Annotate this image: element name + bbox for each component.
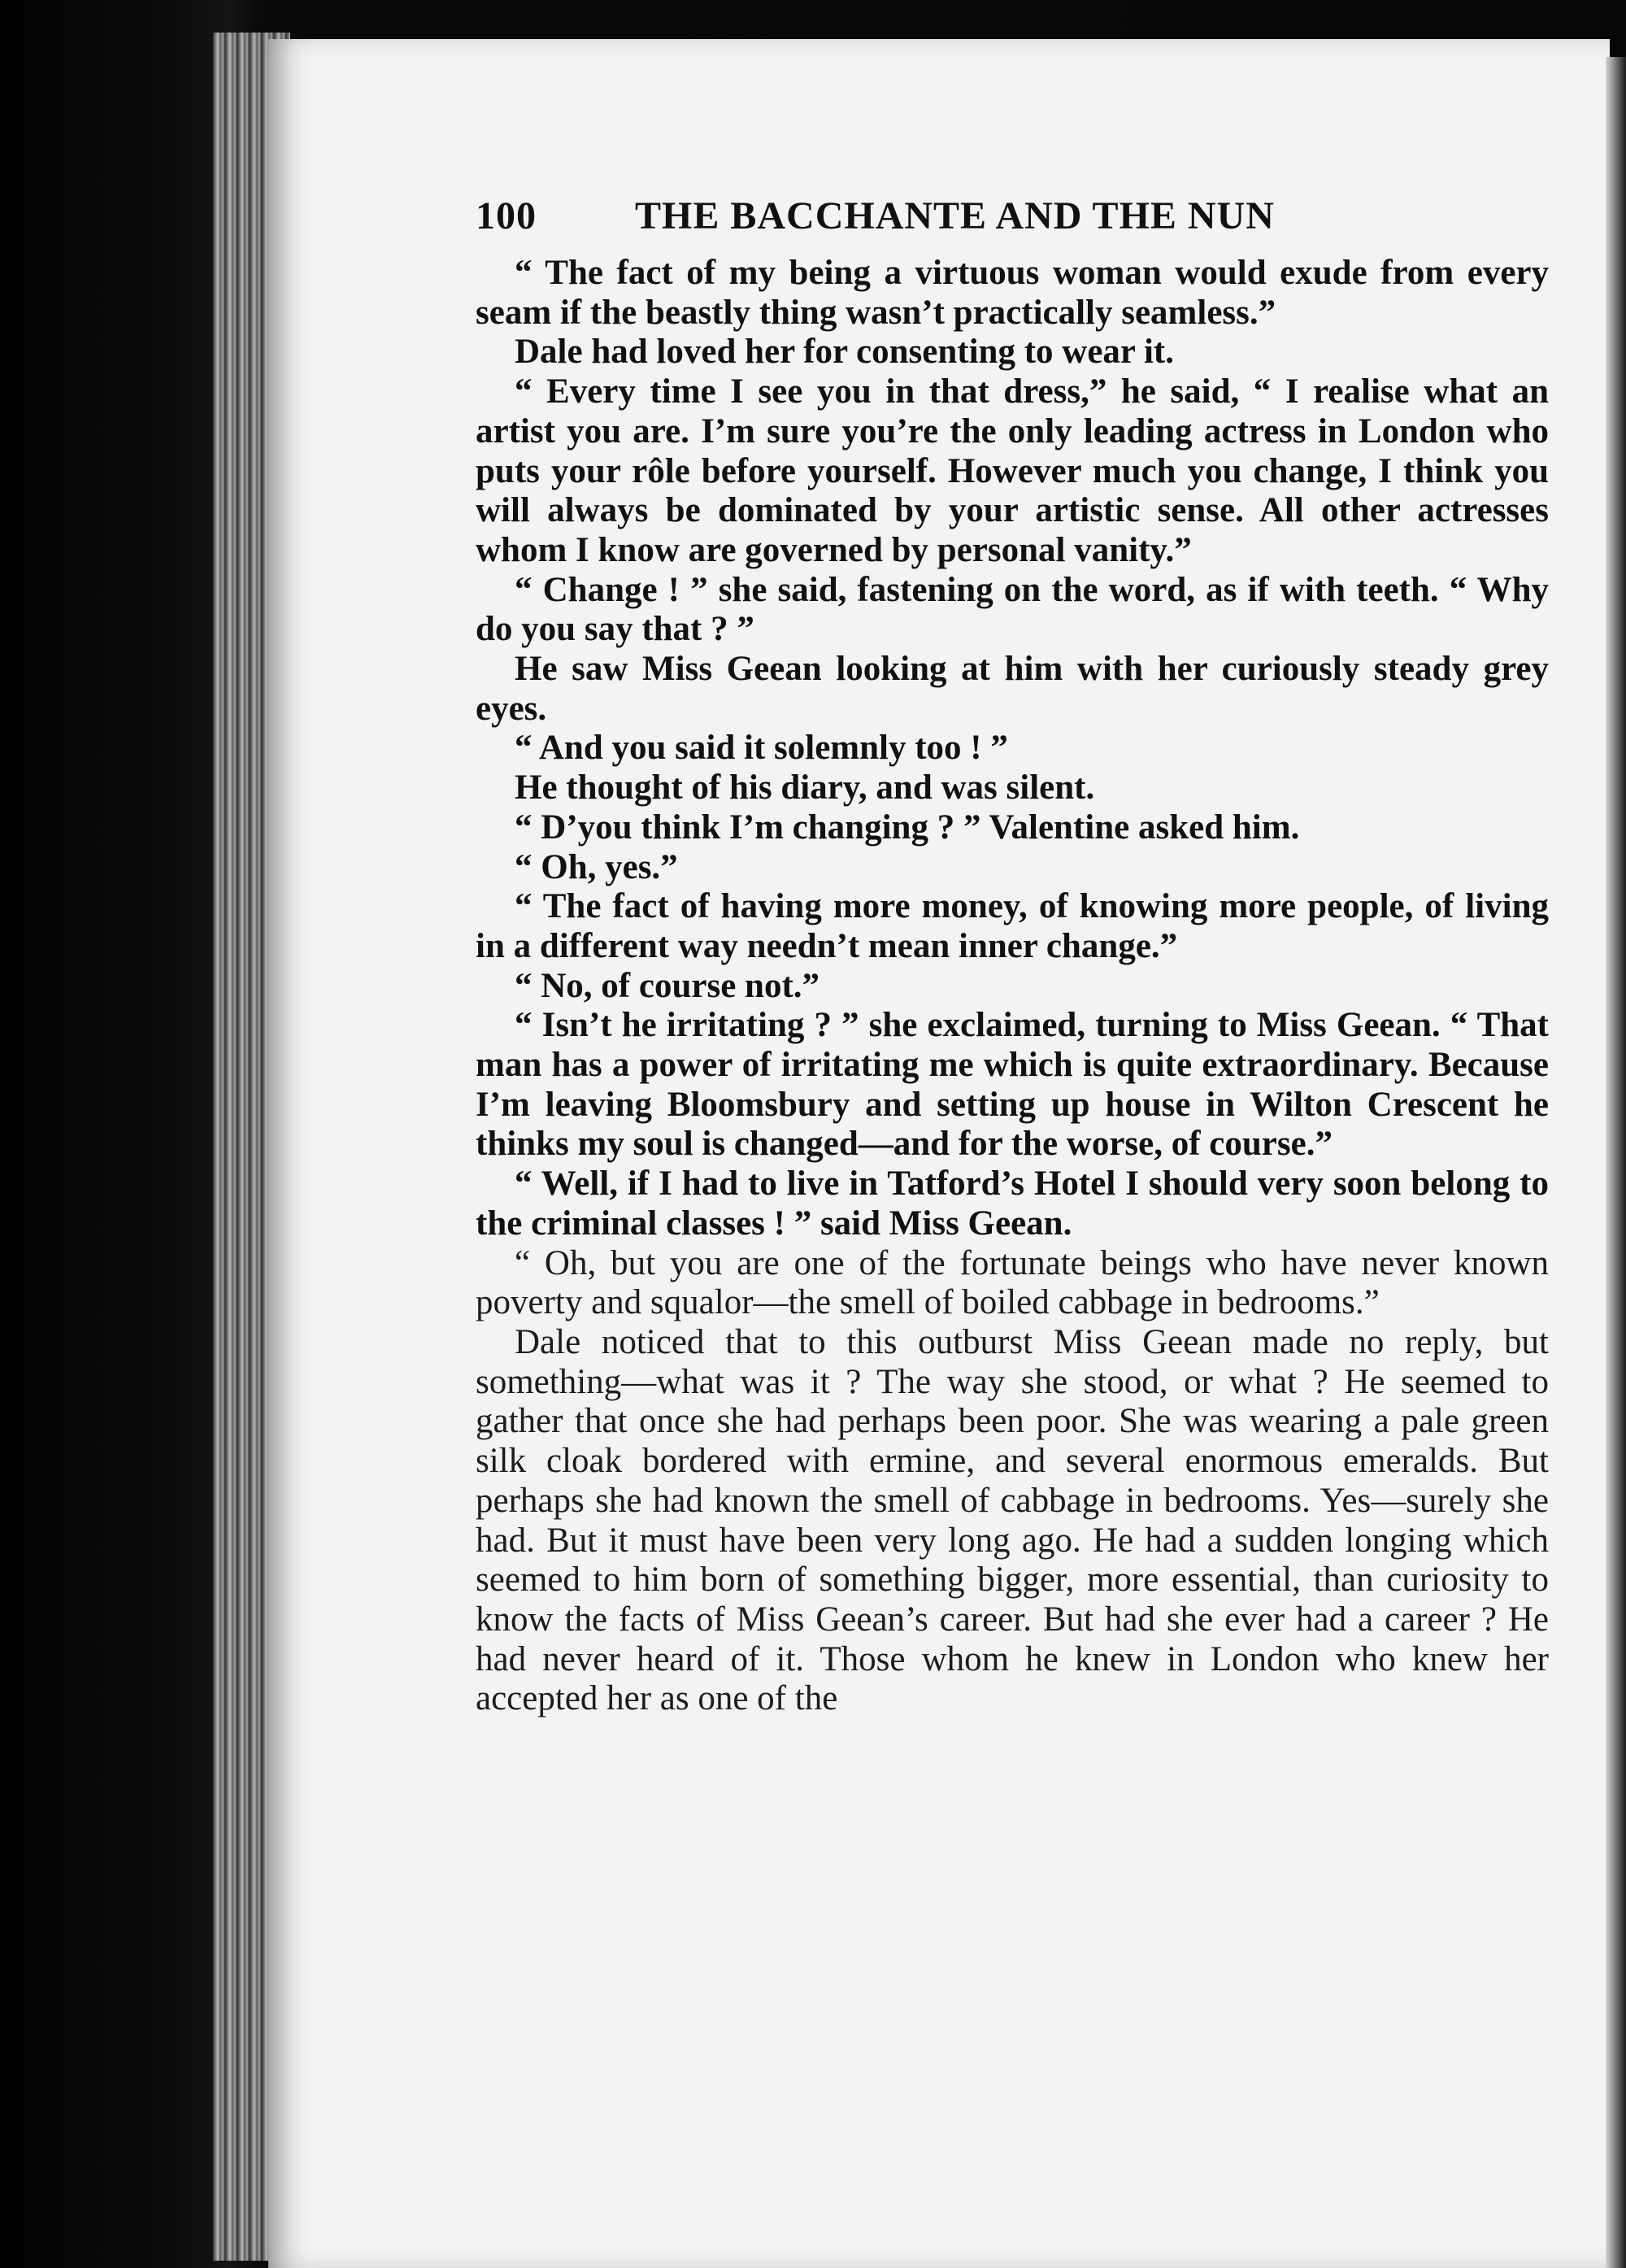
paragraph: Dale had loved her for consenting to wear it. bbox=[515, 333, 1174, 372]
running-title: THE BACCHANTE AND THE NUN bbox=[635, 194, 1275, 237]
page-number: 100 bbox=[476, 194, 537, 237]
page-edge bbox=[1606, 57, 1626, 2268]
paragraph: “ Oh, yes.” bbox=[515, 847, 678, 886]
paragraph: “ And you said it solemnly too ! ” bbox=[515, 729, 1008, 768]
paragraph: “ Every time I see you in that dress,” he said, “ I realise what an artist you are. I’m sure you’re the only leading actress in London who puts your rôle before yourself. However much you change, I think you will always be dominated by your artistic sense. All other actresses whom I know are governed by personal vanity.” bbox=[476, 372, 1549, 569]
paragraph: “ Isn’t he irritating ? ” she exclaimed, turning to Miss Geean. “ That man has a power of irritating me which is quite extraordinary. Because I’m leaving Bloomsbury and setting up house in Wilton Crescent he thinks my soul is changed—and for the worse, of course.” bbox=[476, 1006, 1549, 1164]
body-text bbox=[476, 254, 1549, 1719]
running-header bbox=[476, 194, 1549, 254]
paragraph: “ D’you think I’m changing ? ” Valentine asked him. bbox=[515, 808, 1300, 847]
paragraph: He thought of his diary, and was silent. bbox=[515, 768, 1095, 808]
paragraph: Dale noticed that to this outburst Miss Geean made no reply, but something—what was it ? The way she stood, or what ? He seemed to gather that once she had perhaps been poor. She was wearing a pale green silk cloak bordered with ermine, and several enormous emeralds. But perhaps she had known the smell of cabbage in bedrooms. Yes—surely she had. But it must have been very long ago. He had a sudden longing which seemed to him born of something bigger, more essential, than curiosity to know the facts of Miss Geean’s career. But had she ever had a career ? He had never heard of it. Those whom he knew in London who knew her accepted her as one of the bbox=[476, 1322, 1549, 1718]
page-text-block bbox=[476, 194, 1549, 1719]
paragraph: “ No, of course not.” bbox=[515, 966, 820, 1005]
paragraph: “ Well, if I had to live in Tatford’s Hotel I should very soon belong to the criminal classes ! ” said Miss Geean. bbox=[476, 1164, 1549, 1243]
paragraph: “ The fact of having more money, of knowing more people, of living in a different way needn’t mean inner change.” bbox=[476, 887, 1549, 965]
paragraph: “ Oh, but you are one of the fortunate beings who have never known poverty and squalor—the smell of boiled cabbage in bedrooms.” bbox=[476, 1243, 1549, 1322]
paragraph: “ The fact of my being a virtuous woman would exude from every seam if the beastly thing wasn’t practically seamless.” bbox=[476, 254, 1549, 332]
paragraph: He saw Miss Geean looking at him with her curiously steady grey eyes. bbox=[476, 650, 1549, 728]
paragraph: “ Change ! ” she said, fastening on the word, as if with teeth. “ Why do you say that ? ” bbox=[476, 570, 1549, 649]
